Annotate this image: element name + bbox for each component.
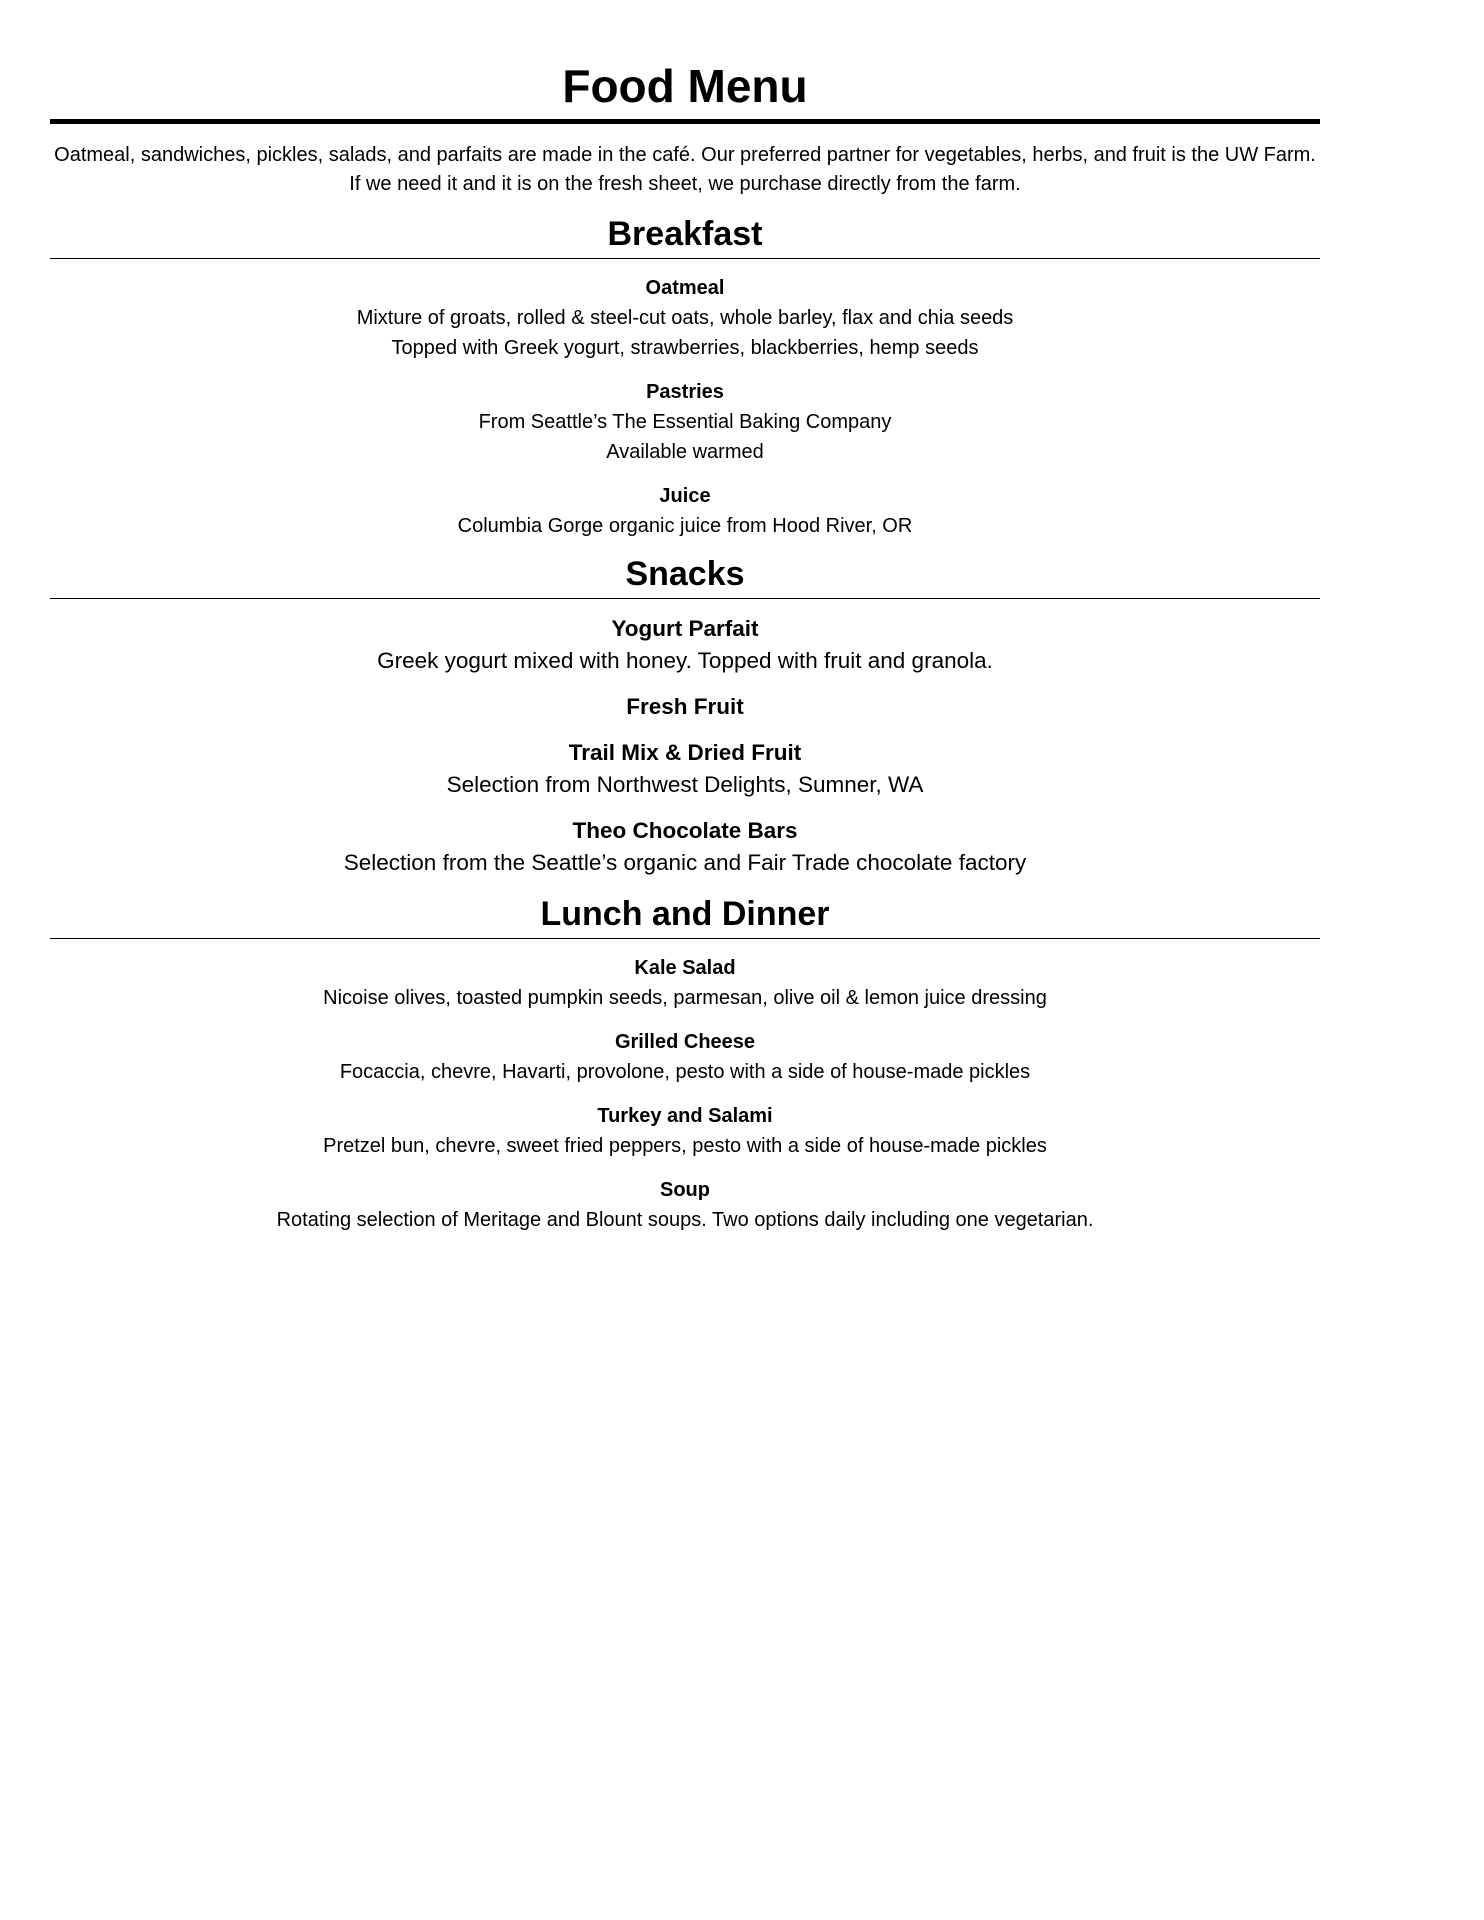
section-divider-breakfast: [50, 258, 1320, 259]
page-title: Food Menu: [562, 60, 808, 112]
section-heading-snacks: Snacks: [625, 555, 745, 593]
item-description: Available warmed: [606, 441, 764, 463]
item-name: Turkey and Salami: [597, 1105, 773, 1127]
menu-item-theo-chocolate-bars: [50, 815, 1320, 879]
menu-item-oatmeal: [50, 273, 1320, 363]
section-heading-breakfast: Breakfast: [607, 215, 763, 253]
menu-item-turkey-and-salami: [50, 1101, 1320, 1161]
title-divider: [50, 119, 1320, 124]
item-name: Oatmeal: [645, 277, 725, 299]
item-description: Rotating selection of Meritage and Blount soups. Two options daily including one vegetarian.: [276, 1209, 1094, 1231]
section-snacks: [50, 553, 1320, 879]
item-name: Theo Chocolate Bars: [572, 818, 798, 843]
item-description: Columbia Gorge organic juice from Hood River, OR: [457, 515, 913, 537]
menu-item-juice: [50, 481, 1320, 541]
menu-item-yogurt-parfait: [50, 613, 1320, 677]
item-name: Trail Mix & Dried Fruit: [568, 740, 802, 765]
section-divider-lunch-and-dinner: [50, 938, 1320, 939]
menu-item-kale-salad: [50, 953, 1320, 1013]
section-heading-lunch-and-dinner: Lunch and Dinner: [540, 895, 830, 933]
section-lunch-and-dinner: [50, 893, 1320, 1235]
item-description: Focaccia, chevre, Havarti, provolone, pesto with a side of house-made pickles: [339, 1061, 1031, 1083]
item-description: Pretzel bun, chevre, sweet fried peppers, pesto with a side of house-made pickles: [323, 1135, 1047, 1157]
item-description: From Seattle’s The Essential Baking Company: [478, 411, 892, 433]
menu-item-pastries: [50, 377, 1320, 467]
item-name: Pastries: [646, 381, 724, 403]
item-description: Selection from the Seattle’s organic and Fair Trade chocolate factory: [343, 850, 1027, 875]
item-name: Grilled Cheese: [614, 1031, 756, 1053]
menu-item-fresh-fruit: [50, 691, 1320, 723]
menu-item-grilled-cheese: [50, 1027, 1320, 1087]
item-description: Mixture of groats, rolled & steel-cut oats, whole barley, flax and chia seeds: [356, 307, 1014, 329]
menu-item-trail-mix: [50, 737, 1320, 801]
item-description: Greek yogurt mixed with honey. Topped with fruit and granola.: [377, 648, 993, 673]
intro-paragraph: Oatmeal, sandwiches, pickles, salads, and parfaits are made in the café. Our preferred partner for vegetables, herbs, and fruit is the UW Farm. If we need it and it is on the fresh sheet, we purchase directly from the farm.: [54, 144, 1316, 195]
item-name: Soup: [660, 1179, 710, 1201]
menu-page: [50, 0, 1320, 1235]
item-description: Topped with Greek yogurt, strawberries, blackberries, hemp seeds: [391, 337, 979, 359]
item-description: Nicoise olives, toasted pumpkin seeds, parmesan, olive oil & lemon juice dressing: [323, 987, 1047, 1009]
item-name: Yogurt Parfait: [611, 616, 759, 641]
menu-item-soup: [50, 1175, 1320, 1235]
section-divider-snacks: [50, 598, 1320, 599]
item-name: Kale Salad: [634, 957, 736, 979]
item-name: Juice: [659, 485, 711, 507]
section-breakfast: [50, 213, 1320, 541]
item-description: Selection from Northwest Delights, Sumner, WA: [446, 772, 924, 797]
item-name: Fresh Fruit: [626, 694, 744, 719]
